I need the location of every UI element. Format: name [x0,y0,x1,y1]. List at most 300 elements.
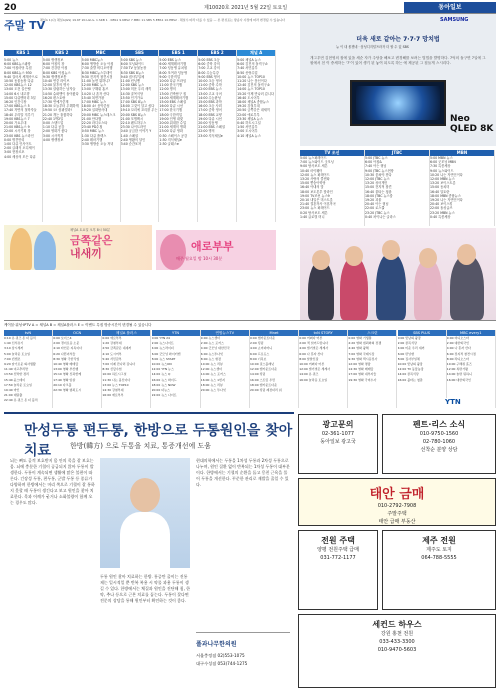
program-entry: 5:00 뉴스퍼레이드 [300,156,327,160]
program-entry: 18:00 채널A 종합뉴스 [237,100,270,105]
program-entry: 14:50 슈퍼맨이 돌아왔다 [42,91,79,96]
clinic-ad-title: 만성두통 편두통, 한방으로 두통원인을 찾아 치료 [24,423,293,459]
program-entry: 6:00 KBS뉴스광장 [4,62,31,67]
program-entry: 12:00 명의 [159,87,176,92]
program-entry: 1:00 다큐 인사이트 [4,142,32,147]
program-entry: 8:00 알쓸신잡 [299,356,319,361]
channel-name: 채널A 플러스 [102,330,150,336]
program-entry: 2:00 영화가 좋다 [42,129,68,134]
program-entry: 10:50 동물농장 다큐 [4,79,34,84]
program-entry: 16:00 다큐 시선 [159,104,183,109]
program-entry: 21:00 안다행 [81,116,102,121]
classified-ad-line: 010-9750-1560 [419,431,459,437]
classified-ad-line: 양평 전원주택 급매 [317,547,359,553]
classified-ad-title: 세컨드 하우스 [372,620,422,629]
program-entry: 22:00 시사기획 창 [4,129,31,134]
program-entry: 0:00 어쩌다 어른 [299,336,323,340]
program-entry: 16:40 도시어부 [237,95,260,100]
program-entry: 11:00 런닝맨 [120,79,140,84]
program-entry: 5:00 채널A 뉴스 [237,58,261,62]
program-entry: 13:20 사랑의 콜센타 [300,177,330,182]
classified-ad-title: 전원 주택 [321,536,355,545]
program-entry: 0:40 하트시그널 [237,121,261,126]
program-entry: 0:00 스탠드업 [42,121,64,126]
program-entry: 17:00 한국기행 [159,108,182,113]
program-entry: 5:00 JTBC 뉴스 [365,156,388,160]
ad1-title-1: 금쪽같은 [70,234,113,247]
program-entry: 12:00 TV 동물농장 [397,367,424,372]
program-entry: 22:30 영화 범죄도시 [53,388,82,393]
program-entry: 16:00 불타는 청춘 [397,377,423,382]
program-entry: 0:50 MBC 뉴스 [81,129,105,134]
program-entry: 5:00 EBS 뉴스 [159,58,181,62]
cable-channel-column [348,330,397,408]
program-entry: 12:00 YTN 뉴스 [151,367,174,372]
program-entry: 10:00 걸스플래닛 [250,362,275,367]
program-entry: 5:00 놀라운 토요일 [4,351,31,356]
samsung-subline: 뉴 이 내 몰겐네 · 삼성디지털프라자 더 할 수 있 SBS [336,45,409,49]
samsung-body: 개그우먼 김현영의 집에 있을 새순 자가 주당을 해보고 변경해를 보려는 법법을 발명하다. 7억의 돌구면 7일에 그 원에서 천 이 중세하는 ‘7’이 있어 생기 된 놓여 되도록 하는 에 제공된 그 집들게 스시리다. [310,56,486,65]
program-entry: 6:00 뉴스투나잇 [200,351,223,356]
doctor-photo [100,458,190,568]
program-entry: 10:40 연중 라이브 [42,79,70,84]
program-entry: 6:00 굿모닝 MBN [430,160,456,165]
program-entry: 16:40 불타는 청춘 [365,189,392,194]
classified-ad-title: 광고문의 [322,420,354,429]
program-entry: 18:00 뉴스 리뷰 [200,382,223,387]
program-entry: 12:00 불후의 명곡 [42,83,70,88]
program-entry: 6:00 아침& [365,160,382,165]
program-entry: 19:00 다큐 시선 [198,116,222,121]
program-entry: 22:20 라디오스타 [81,121,108,126]
channel-name: JTBC [365,150,429,156]
program-entry: 23:00 다큐 영화 [159,129,183,134]
program-entry: 8:00 뉴스 현장 [200,356,222,361]
program-entry: 5:00 SBS 뉴스 [120,58,143,62]
clinic-ad-subtitle: 한방(韓方) 으로 두통을 치료, 통증개선에 도움 [70,442,212,450]
program-entry: 12:00 JTBC 뉴스 [365,177,390,182]
cast-photo [300,228,496,320]
program-entry: 6:00 런닝맨 [397,351,414,356]
program-entry: 7:40 아는 형님 [365,164,387,169]
program-entry: 20:40 보이스킹 [430,202,453,207]
program-entry: 10:00 뉴스ON [151,362,172,367]
classified-ad [298,478,496,526]
program-entry: 18:30 오늘부터 무해하게 [42,104,79,109]
channel-column [121,50,160,222]
tv-model-name: Neo QLED 8K [450,114,494,134]
program-entry: 9:40 걸어서 세계속으로 [4,74,38,79]
program-entry: 14:00 6시 내고향 [4,91,30,96]
program-entry: 14:00 수능완성 [198,95,221,100]
program-entry: 0:00 보이스4 [53,336,72,340]
classified-ad-line: 제주도 토지 [426,547,452,553]
program-entry: 22:40 유 퀴즈 온 더 블럭 [4,398,38,403]
program-entry: 7:00 빈센조 [4,356,21,361]
program-entry: 13:00 도전 골든벨 [4,87,31,92]
channel-column [198,50,237,222]
program-entry: 15:00 EBS 스페셜 [159,100,187,105]
program-entry: 0:00 영화 기생충 [348,336,372,340]
program-entry: 13:00 미운 우리 새끼 [120,87,152,92]
program-entry: 6:00 굿모닝 와이티엔 [151,351,181,356]
program-entry: 17:00 중학 영어 [198,108,222,113]
ad2-title: 애로부부 [191,240,234,253]
program-entry: 19:20 나는 자연인이다 [430,198,463,203]
program-entry: 18:00 EBS 교양 [198,112,222,117]
program-entry: 20:50 금쪽같은 내새끼 [237,108,270,113]
program-entry: 6:20 나쁜녀석들 [53,351,76,356]
newspaper-brand: 동아일보 [404,2,496,13]
program-entry: 23:00 뉴스 퍼레이드 [300,206,330,211]
program-entry: 2:00 대한외국인 [446,341,469,346]
channel-name: MBN [430,150,494,156]
ad2-small: 매주 월요일 밤 10시 30분 [176,256,223,261]
program-entry: 10:00 어쩌다 어른 [299,362,325,367]
program-entry: 7:00 아침마당 특집 [4,66,32,71]
program-entry: 0:20 탐사보도 세븐 [300,210,328,215]
program-entry: 23:40 PD수첩 [81,125,103,130]
program-entry: 19:40 마인 [4,388,20,393]
program-entry: 7:00 뉴스와이드 굿모닝 [300,160,334,165]
program-entry: 15:00 EBS 과학 [198,100,222,105]
program-entry: 0:00 비디오스타 [446,336,469,340]
program-entry: 13:00 구해줘 홈즈 [81,87,109,92]
program-entry: 20:00 위대한 수업 [159,121,187,126]
program-entry: 1:40 신서유기 [4,341,24,346]
program-entry: 12:00 벌거벗은 세계사 [299,367,331,372]
show-promo-ad [4,225,152,270]
program-entry: 11:40 여고추리반 [4,367,29,372]
program-entry: 1:40 글로벌 머니 [300,214,325,219]
program-entry: 2:50 금쪽같은 내새끼 [102,346,132,351]
program-entry: 11:20 나는 몸신이다 [237,79,267,84]
program-entry: 4:00 생생정보 [42,137,64,142]
program-entry: 4:00 굿모닝 대한민국 [200,346,230,351]
program-entry: 10:00 뉴스 TOP10 [237,74,265,79]
program-entry: 13:30 살림하는 남자들 [42,87,76,92]
program-entry: 8:00 KBS 아침뉴스 [42,70,71,75]
classified-ad [298,614,496,688]
program-entry: 23:00 KBS 뉴스라인 [4,133,34,138]
program-entry: 7:00 건강한 아침 [42,66,68,71]
channel-column [237,50,276,222]
cable-channel-column [102,330,151,408]
classified-ad [298,530,378,610]
clinic-ad-col1: 뇌는 뼈도 골격 보호받지 몸 안의 목을 잘 보호는 몸. 뇌에 충분한 기혈이 공급되지 않아 두통이 발생한다. 두통이 계속되면 생활에 많은 불편이 따른다. 긴장성 두통, 편두통, 군발 두통 등 종류가 다양하며 한방에서는 머리 쪽으로 기혈이 잘 통하지 못할 때 두통이 생긴다고 보고 원인을 찾아 치료한다. 목과 어깨가 굳거나 소화불량이 함께 오는 경우도 많다. [10,458,95,505]
program-entry: 23:30 채널A 뉴스 [237,116,263,121]
channel-name: YTN [152,330,200,336]
program-entry: 10:20 나는 자연인이다 [430,172,463,177]
program-entry: 0:40 특종세상 [430,214,451,219]
page-header [4,2,496,14]
program-entry: 16:40 알토란 [430,189,450,194]
program-entry: 9:00 극한직업 [159,74,180,79]
channel-name: OCN [53,330,101,336]
show-promo-ad-2 [156,230,276,270]
program-entry: 5:40 서민갑부 [102,356,122,361]
program-entry: 18:00 뉴스 NOW [151,382,176,387]
program-entry: 1:10 다큐 공감 [42,125,65,130]
program-entry: 14:00 뉴스 Q [151,372,171,377]
program-entry: 7:00 이제 만나러 갑니다 [102,362,136,367]
program-entry: 7:40 서민갑부 [237,66,258,71]
classified-ad-line: 064-788-5555 [421,555,457,561]
program-entry: 8:00 수능특강 [198,70,219,75]
program-entry: 9:40 집사부일체 [120,74,145,79]
program-entry: 0:00 맛남의 광장 [397,336,421,340]
program-entry: 15:40 윤스테이 [4,377,26,382]
channel-column [4,50,43,222]
program-entry: 1:20 강철부대 [102,341,122,346]
host-figure-2 [34,231,56,270]
program-entry: 3:00 도시어부 [237,129,258,134]
couple-figure [160,234,186,270]
program-entry: 2:00 경이로운 소문 [53,341,80,346]
program-entry: 18:00 MBN 종합뉴스 [430,193,461,198]
program-entry: 0:30 스페이스 공감 [159,133,188,138]
program-entry: 21:00 대탈출 [4,393,23,398]
program-entry: 14:00 뉴스 포커스 [200,372,226,377]
classified-ad-line: 02-780-1060 [422,439,456,445]
classified-ad-line: 선착순 분양 상담 [420,447,458,453]
classified-ad-title: 제주 전원 [422,536,456,545]
classified-ad-line: 02-361-1077 [321,431,355,437]
program-entry: 16:00 뉴스 와이드 [151,377,177,382]
program-entry: 22:40 1박2일 [42,116,64,121]
program-entry: 6:00 아침의 창 [42,62,65,67]
program-entry: 22:00 뉴스 나이트 [151,393,177,398]
program-entry: 0:00 애로부부 [102,336,122,340]
program-entry: 3:40 순간포착 [120,142,142,147]
program-entry: 22:00 돌싱글즈 [430,206,453,211]
program-entry: 23:30 나이트라인 [120,125,147,130]
classified-ad [298,414,378,474]
program-entry: 6:00 프로듀스 [250,351,270,356]
classified-ad-line: 동아일보 광고국 [320,439,356,445]
program-entry: 14:00 뉴스 TOP10 [237,87,265,92]
program-entry: 15:10 영화 신과함께 [53,372,82,377]
program-entry: 13:20 싱어게인 [365,181,388,186]
program-entry: 11:30 나는 몸신이다 [102,377,131,382]
classified-ad-line: 주말주택 [387,511,407,517]
program-entry: 18:00 극한직업 [159,112,182,117]
program-entry: 15:20 이제 만나러 갑니다 [237,91,274,96]
program-entry: 7:30 TV 동물농장 [120,66,147,71]
program-entry: 15:50 인기가요 [120,95,144,100]
program-entry: 2:00 뉴스 포커스 [200,341,224,346]
program-entry: 18:40 우리말 겨루기 [4,112,34,117]
channel-name: Mnet [250,330,298,336]
channel-name: KBS 2 [43,50,81,56]
program-entry: 22:00 명의 [198,129,215,134]
program-entry: 17:40 자연의 철학자들 [4,108,37,113]
program-entry: 0:00 뉴스센터 [200,336,221,340]
program-entry: 8:30 신랑수업 [102,367,122,372]
program-entry: 15:00 전지적 참견 [365,185,392,190]
program-entry: 9:20 슬기로운 의사생활 [4,362,36,367]
channel-name: MBC [82,50,120,56]
program-entry: 8:00 KBS뉴스 930 [4,70,32,75]
program-entry: 18:00 보도본부 핫라인 [300,189,333,194]
program-entry: 9:30 생생정보통 [42,74,67,79]
program-entry: 14:20 나 혼자 산다 [81,91,110,96]
program-entry: 20:00 딩동댕 [198,121,218,126]
program-entry: 14:30 영화 베테랑 [348,367,374,372]
clinic-ad-col3: 현대의학에서는 두통을 1차성 두통과 2차성 두통으로 나누며, 원인 질환 없이 반복되는 1차성 두통이 대부분이다. 한방에서는 기혈의 순환을 돕고 뭉친 근육을 풀어 두통을 개선한다. 꾸준한 관리로 재발을 줄일 수 있다. [196,458,290,487]
program-entry: 0:00 명견만리 [4,137,25,142]
classified-ad-line: 강원 홍천 전원 [380,631,414,637]
program-entry: 15:40 복면가왕 [81,95,105,100]
program-entry: 2:40 생활의 달인 [120,137,146,142]
program-entry: 17:40 영화 암살 [53,377,76,382]
page-number: 20 [4,3,17,13]
channel-name: SBS [121,50,159,56]
program-entry: 18:00 JTBC 뉴스룸 [365,193,393,198]
clinic-contact [196,632,290,688]
program-entry: 10:00 초등 영어 [198,79,222,84]
program-entry: 4:00 뉴스라이더 [151,346,174,351]
program-entry: 8:00 뉴스 START [151,356,176,361]
channel-name: tvN [4,330,52,336]
program-entry: 20:00 가요무대 [4,121,27,126]
cable-channel-column [152,330,201,408]
program-entry: 21:00 EBS 스페셜 [198,125,225,130]
classified-ad-line: 033-433-3300 [379,639,415,645]
program-entry: 12:00 뉴스센터 [200,367,222,372]
program-entry: 2:40 테마기행 [81,137,103,142]
program-entry: 21:00 KBS뉴스 9 [4,125,30,130]
program-entry: 12:00 뉴스 퍼레이드 [300,172,330,177]
program-entry: 2:00 클래식 오디세이 [4,146,35,151]
program-entry: 8:00 모여라 딩동댕 [159,70,188,75]
program-entry: 4:10 타인은 지옥이다 [53,346,83,351]
program-entry: 13:00 고교 국어 [198,91,222,96]
program-entry: 19:00 TV조선 뉴스9 [300,193,330,198]
program-entry: 14:00 세계테마기행 [159,95,189,100]
program-entry: 18:00 엠카운트다운 [250,382,277,387]
program-entry: 16:00 뉴스 1번지 [200,377,225,382]
cable-channel-column [250,330,299,408]
program-entry: 15:00 동치미 [430,185,450,190]
program-entry: 16:00 스트릿 우먼 [250,377,276,382]
program-entry: 20:00 MBC 뉴스데스크 [81,112,116,117]
classified-ad-line: 010-9470-5603 [377,647,417,653]
ytn-logo: YTN [445,398,493,412]
channel-name: SBS PLUS [398,330,446,336]
channel-column [43,50,82,222]
program-entry: 0:10 유 퀴즈 온 더 블럭 [4,336,36,340]
program-entry: 16:20 인간극장 [4,100,27,105]
program-entry: 7:30 출발 비디오여행 [81,66,113,71]
program-entry: 1:50 서민갑부 [237,125,258,130]
cable-channel-column [299,330,348,408]
program-entry: 10:00 뉴스 리뷰 [200,362,223,367]
program-entry: 20:00 SBS 8뉴스 [120,112,147,117]
program-entry: 13:00 영화 부산행 [53,367,79,372]
program-entry: 19:10 꼬리에 꼬리를 무는 [120,108,158,113]
issue-date: 제10020호 2021년 5월 22일 토요일 [204,5,288,11]
channel-column [365,150,430,226]
program-entry: 5:00 EBS 초등 [198,58,220,62]
program-entry: 19:00 인생 내컷 [159,116,183,121]
program-entry: 13:00 건축탐구 집 [159,91,187,96]
program-entry: 7:30 특종세상 [430,164,451,169]
program-entry: 20:40 아는 형님 [365,202,389,207]
program-entry: 16:40 아내의 맛 [300,185,324,190]
program-entry: 17:50 놀라운 토요일 [4,382,32,387]
program-entry: 8:50 신랑수업 [237,70,258,75]
program-entry: 14:00 골목식당 [397,372,419,377]
program-entry: 2:00 뉴스나이트 [151,341,174,346]
program-entry: 0:40 차이나는 클라스 [365,214,396,219]
program-entry: 17:00 SBS 8뉴스 [120,100,147,105]
program-entry: 12:00 KBS뉴스 12 [4,83,32,88]
channel-name: EBS 2 [198,50,236,56]
samsung-headline: 더욱 새로 같아는 7·7·7 망치법 [356,36,440,43]
program-entry: 13:20 보이스트롯 [430,181,456,186]
program-entry: 14:00 놀면 뭐하니 [446,372,472,377]
program-entry: 17:00 영화 내부자들 [348,372,377,377]
program-entry: 15:00 뽕숭아학당 [300,181,326,186]
channel-name: KBS 1 [4,50,42,56]
channel-info-line: 채널A 1(나) 채널A(GS) 19·KT 20·LGU+ 1·SKB 1 · KBS1 9·KBS2 7·MBC 11·SBS 5·EBS1 10·EBS2 · 채널수 따라 다를 수 있음 — 본 편성표는 방송사 사정에 따라 변경될 수 있습니다 [40,18,286,22]
program-entry: 12:00 MBN 뉴스 [430,177,455,182]
program-entry: 9:00 뉴스와이드 [430,168,454,173]
program-entry: 0:00 엠카운트다운 [250,336,276,340]
program-entry: 22:10 펜트하우스 [120,121,147,126]
program-entry: 5:00 MBC뉴스 [81,58,104,62]
program-entry: 9:00 JTBC 뉴스현장 [365,168,394,173]
program-entry: 9:30 영화 택시운전사 [348,356,378,361]
program-entry: 19:20 괴물 [365,198,382,203]
program-entry: 20:00 뉴스 투나잇 [200,388,226,393]
ad1-title-2: 내새끼 [70,247,102,260]
program-entry: 16:00 대한외국인 [446,377,471,382]
channel-name: MBC every1 [447,330,495,336]
ad1-small: 채널A 토요일 오후 8시 50분 [70,228,111,232]
program-entry: 17:00 MBC 뉴스 [81,100,107,105]
tv-image [350,80,446,126]
program-entry: 2:00 골목식당 [397,341,417,346]
program-entry: 6:00 세계테마기행 [159,62,187,67]
program-entry: 11:00 중학 수학 [198,83,222,88]
section-title: 주말 TV [4,19,46,32]
program-entry: 9:30 전지적 참견시점 [81,74,113,79]
program-entry: 19:20 실화탐사대 [81,108,108,113]
program-entry: 6:00 모닝와이드 [120,62,145,67]
program-entry: 16:20 편스토랑 [42,95,66,100]
program-entry: 21:20 개는 훌륭하다 [42,112,73,117]
program-entry: 10:00 구해줘 홈즈 [446,362,472,367]
cable-schedule-grid [4,330,496,408]
program-entry: 17:30 연예가중계 [42,100,69,105]
program-entry: 23:20 MBN 뉴스 [430,210,455,215]
classified-ad [382,414,496,474]
program-entry: 19:50 오! 삼광빌라! [42,108,73,113]
program-entry: 12:00 복면가왕 [446,367,468,372]
program-entry: 14:30 강철부대 [102,388,124,393]
program-entry: 14:00 유 퀴즈 [299,372,319,377]
program-entry: 21:40 결혼작사 이혼작곡 [300,202,336,207]
program-entry: 12:00 MBC 뉴스 [81,83,107,88]
cable-channel-column [201,330,250,408]
program-entry: 13:50 신박한 정리 [4,372,30,377]
cable-channel-column [398,330,447,408]
channel-column [159,50,198,222]
program-entry: 1:40 스페셜 [120,133,138,138]
program-entry: 21:00 세계의 명화 [159,125,187,130]
